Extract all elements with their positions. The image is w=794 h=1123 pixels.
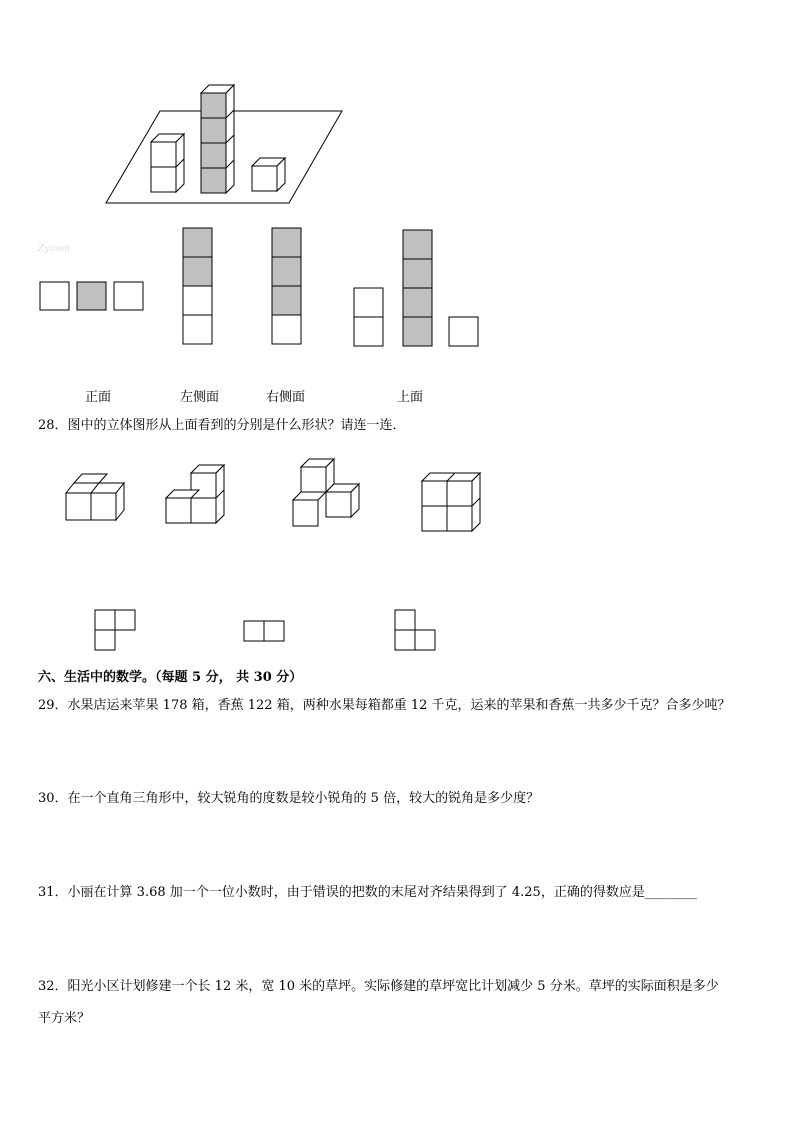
- question-31: 31．小丽在计算 3.68 加一个一位小数时，由于错误的把数的末尾对齐结果得到了 4.25，正确的得数应是________: [38, 885, 697, 900]
- question-29: 29．水果店运来苹果 178 箱，香蕉 122 箱，两种水果每箱都重 12 千克，运来的苹果和香蕉一共多少千克？合多少吨？: [38, 698, 731, 713]
- question-28: 28．图中的立体图形从上面看到的分别是什么形状？请连一连．: [38, 418, 406, 433]
- right-view-label: 右侧面: [266, 390, 306, 405]
- shape-b: [244, 621, 284, 641]
- section-6-heading: 六、生活中的数学。（每题 5 分， 共 30 分）: [38, 670, 303, 685]
- question-32-line-1: 32．阳光小区计划修建一个长 12 米，宽 10 米的草坪。实际修建的草坪宽比计划减少 5 分米。草坪的实际面积是多少: [38, 979, 719, 994]
- shape-c: [395, 610, 435, 650]
- watermark: Zy.com: [38, 244, 70, 254]
- shape-a: [95, 610, 135, 650]
- question-32-line-2: 平方米？: [38, 1011, 91, 1026]
- top-view-label: 上面: [397, 390, 424, 405]
- question-30: 30．在一个直角三角形中，较大锐角的度数是较小锐角的 5 倍，较大的锐角是多少度？: [38, 791, 540, 806]
- front-view-label: 正面: [85, 390, 112, 405]
- left-view-label: 左侧面: [180, 390, 220, 405]
